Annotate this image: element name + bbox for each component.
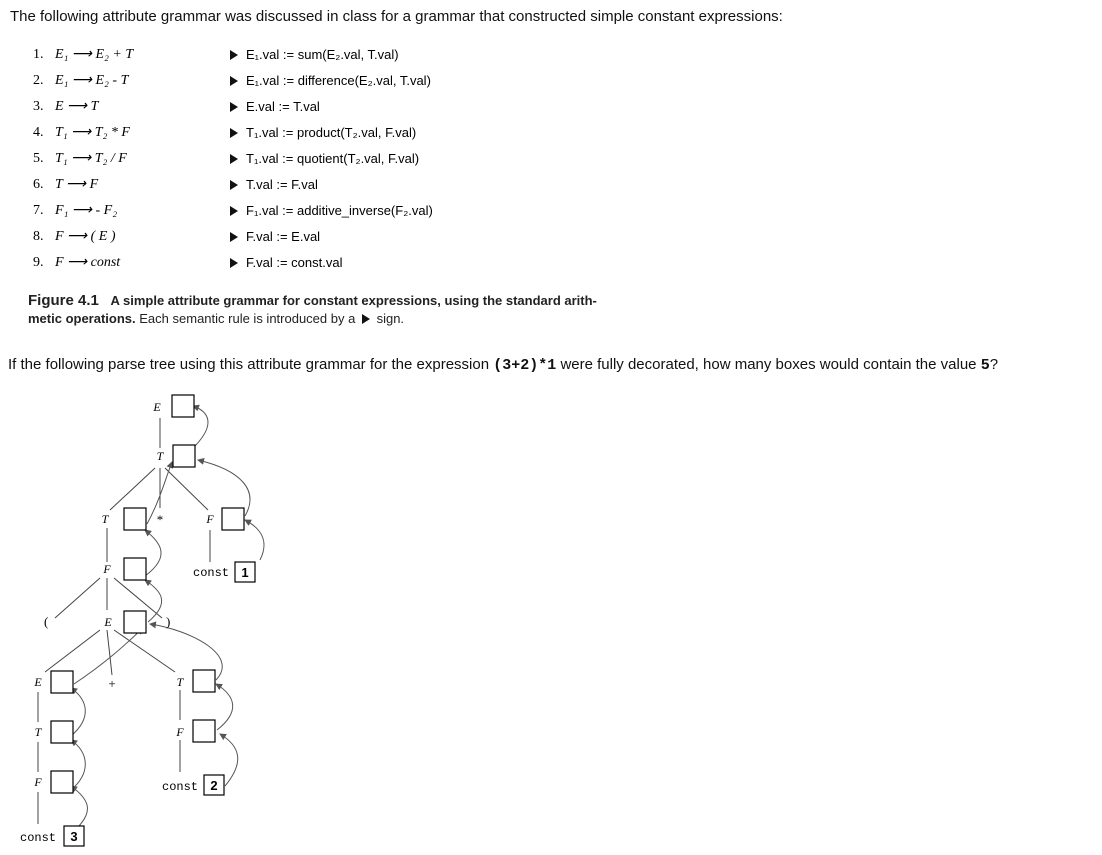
attribute-box	[124, 508, 146, 530]
node-label: F	[103, 562, 111, 576]
rule-production: T ⟶ F	[55, 177, 99, 192]
node-label: T	[176, 675, 184, 689]
rule-production: F ⟶ ( E )	[55, 229, 116, 244]
rule-production: T₁ ⟶ T₂ * F	[55, 125, 130, 140]
left-paren: (	[44, 614, 49, 629]
const-label: const	[20, 831, 57, 845]
const-value: 3	[70, 829, 78, 844]
rule-number: 6.	[33, 177, 44, 192]
intro-text: The following attribute grammar was discussed in class for a grammar that constructed simple constant expressions:	[10, 8, 783, 25]
rule-number: 7.	[33, 203, 44, 218]
rule-number: 3.	[33, 99, 44, 114]
attribute-box	[222, 508, 244, 530]
node-label: F	[176, 725, 184, 739]
question-part: ?	[989, 356, 999, 373]
node-const-2	[162, 775, 224, 795]
node-F-paren	[102, 558, 146, 580]
rule-production: F₁ ⟶ - F₂	[55, 203, 118, 218]
attribute-box	[51, 721, 73, 743]
rule-number: 9.	[33, 255, 44, 270]
node-F-right	[205, 508, 244, 530]
rule-semantic: T₁.val := product(T₂.val, F.val)	[230, 125, 416, 140]
rule-production: E₁ ⟶ E₂ + T	[55, 47, 134, 62]
node-label: E	[153, 400, 161, 414]
expression-code: (3+2)*1	[493, 357, 557, 374]
const-label: const	[162, 780, 199, 794]
node-F-mid	[175, 720, 215, 742]
node-label: F	[206, 512, 214, 526]
rule-semantic: F.val := const.val	[230, 255, 342, 270]
node-label: T	[101, 512, 109, 526]
attribute-box	[51, 671, 73, 693]
rule-number: 5.	[33, 151, 44, 166]
rule-semantic: E.val := T.val	[230, 99, 320, 114]
node-T-left	[102, 508, 146, 530]
figure-caption-text: Each semantic rule is introduced by a	[139, 311, 356, 326]
node-label: T	[34, 725, 42, 739]
rule-semantic: E₁.val := sum(E₂.val, T.val)	[230, 47, 399, 62]
question-part: If the following parse tree using this attribute grammar for the expression	[8, 356, 490, 373]
rule-number: 2.	[33, 73, 44, 88]
node-label: F	[34, 775, 42, 789]
node-T	[157, 445, 195, 467]
figure-label: Figure 4.1	[28, 292, 99, 309]
node-T-mid	[177, 670, 215, 692]
rule-semantic: F.val := E.val	[230, 229, 320, 244]
node-E-left	[33, 671, 73, 693]
rule-production: E₁ ⟶ E₂ - T	[55, 73, 129, 88]
rule-production: T₁ ⟶ T₂ / F	[55, 151, 127, 166]
node-label: T	[156, 449, 164, 463]
attribute-box	[51, 771, 73, 793]
rule-number: 4.	[33, 125, 44, 140]
rule-semantic: F₁.val := additive_inverse(F₂.val)	[230, 203, 433, 218]
node-const-1	[193, 562, 255, 582]
question-part: were fully decorated, how many boxes would contain the value	[560, 356, 977, 373]
node-const-3	[20, 826, 84, 846]
rule-number: 8.	[33, 229, 44, 244]
attribute-box	[172, 395, 194, 417]
const-value: 1	[241, 565, 249, 580]
attribute-box	[193, 720, 215, 742]
rule-semantic: T₁.val := quotient(T₂.val, F.val)	[230, 151, 419, 166]
rule-number: 1.	[33, 47, 44, 62]
figure-caption-text-end: sign.	[376, 311, 405, 326]
rule-production: E ⟶ T	[55, 99, 99, 114]
rule-production: F ⟶ const	[55, 255, 121, 270]
node-label: E	[34, 675, 42, 689]
const-value: 2	[210, 778, 218, 793]
rule-semantic: T.val := F.val	[230, 177, 318, 192]
attribute-box	[193, 670, 215, 692]
node-T-left2	[35, 721, 73, 743]
target-value: 5	[980, 357, 990, 374]
right-paren: )	[166, 614, 171, 629]
node-root-E	[152, 395, 194, 417]
rule-semantic: E₁.val := difference(E₂.val, T.val)	[230, 73, 431, 88]
plus-operator: +	[108, 676, 116, 691]
star-operator: *	[156, 512, 164, 527]
attribute-box	[124, 558, 146, 580]
node-label: E	[104, 615, 112, 629]
figure-title: A simple attribute grammar for constant expressions, using the standard arith-metic operations.	[28, 293, 597, 326]
attribute-box	[173, 445, 195, 467]
const-label: const	[193, 566, 230, 580]
attribute-box	[124, 611, 146, 633]
node-F-left2	[33, 771, 73, 793]
node-E-inner	[103, 611, 146, 633]
